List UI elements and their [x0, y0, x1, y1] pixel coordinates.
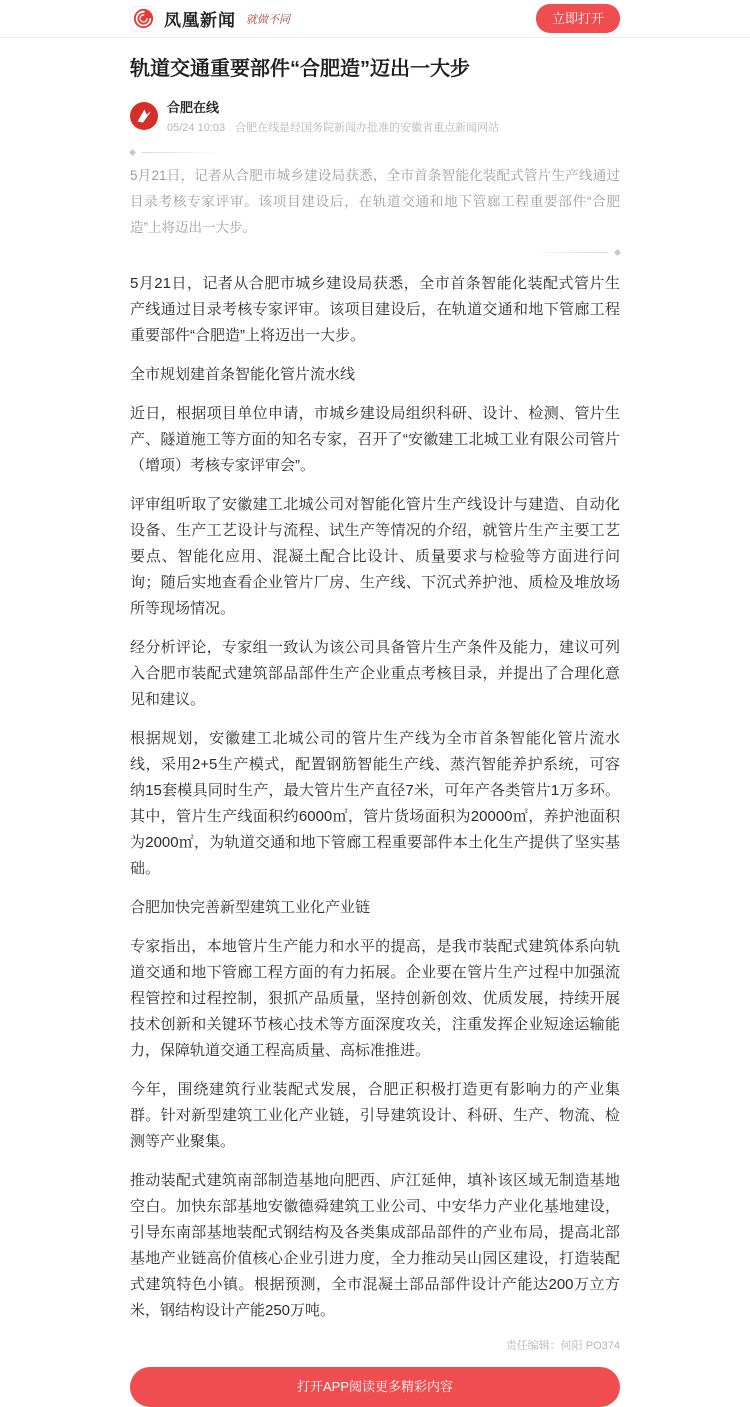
publish-time: 05/24 10:03 — [167, 122, 226, 134]
author-subline — [167, 119, 499, 135]
open-app-button[interactable]: 立即打开 — [536, 4, 620, 33]
section-subheading: 合肥加快完善新型建筑工业化产业链 — [130, 899, 371, 916]
article-title: 轨道交通重要部件“合肥造”迈出一大步 — [130, 58, 470, 80]
body-paragraph: 专家指出，本地管片生产能力和水平的提高，是我市装配式建筑体系向轨道交通和地下管廊工程方面的有力拓展。企业要在管片生产过程中加强流程管控和过程控制，狠抓产品质量，坚持创新创效、优质发展，持续开展技术创新和关键环节核心技术等方面深度攻关，注重发挥企业短途运输能力，保障轨道交通工程高质量、高标准推进。 — [130, 938, 620, 1059]
open-app-bottom-button[interactable]: 打开APP阅读更多精彩内容 — [130, 1367, 620, 1407]
editor-note: 责任编辑：何阳 PO374 — [505, 1340, 620, 1352]
body-paragraph: 根据规划，安徽建工北城公司的管片生产线为全市首条智能化管片流水线，采用2+5生产模式，配置钢筋智能生产线、蒸汽智能养护系统，可容纳15套模具同时生产，最大管片生产直径7米，可年产各类管片1万多环。其中，管片生产线面积约6000㎡，管片货场面积为20000㎡，养护池面积为2000㎡，为轨道交通和地下管廊工程重要部件本土化生产提供了坚实基础。 — [130, 730, 620, 877]
article-summary — [130, 147, 620, 257]
app-header — [0, 0, 750, 38]
brand — [130, 6, 290, 32]
quote-deco-start-icon — [130, 147, 620, 157]
summary-text: 5月21日，记者从合肥市城乡建设局获悉，全市首条智能化装配式管片生产线通过目录考核专家评审。该项目建设后，在轨道交通和地下管廊工程重要部件“合肥造”上将迈出一大步。 — [130, 168, 620, 235]
article-page — [130, 56, 620, 1407]
author-meta — [167, 97, 499, 135]
section-subheading: 全市规划建首条智能化管片流水线 — [130, 366, 356, 383]
author-name[interactable]: 合肥在线 — [167, 100, 220, 115]
body-paragraph: 5月21日，记者从合肥市城乡建设局获悉，全市首条智能化装配式管片生产线通过目录考核专家评审。该项目建设后，在轨道交通和地下管廊工程重要部件“合肥造”上将迈出一大步。 — [130, 275, 620, 344]
body-paragraph: 经分析评论，专家组一致认为该公司具备管片生产条件及能力，建议可列入合肥市装配式建筑部品部件生产企业重点考核目录，并提出了合理化意见和建议。 — [130, 639, 620, 708]
author-row — [130, 97, 620, 135]
brand-slogan: 就做不同 — [246, 12, 290, 26]
body-paragraph: 评审组听取了安徽建工北城公司对智能化管片生产线设计与建造、自动化设备、生产工艺设计与流程、试生产等情况的介绍，就管片生产主要工艺要点、智能化应用、混凝土配合比设计、质量要求与检验等方面进行问询；随后实地查看企业管片厂房、生产线、下沉式养护池、质检及堆放场所等现场情况。 — [130, 496, 620, 617]
brand-name: 凤凰新闻 — [164, 11, 236, 31]
body-paragraph: 近日，根据项目单位申请，市城乡建设局组织科研、设计、检测、管片生产、隧道施工等方面的知名专家，召开了“安徽建工北城工业有限公司管片（增项）考核专家评审会”。 — [130, 405, 620, 474]
body-paragraph: 推动装配式建筑南部制造基地向肥西、庐江延伸，填补该区域无制造基地空白。加快东部基地安徽德舜建筑工业公司、中安华力产业化基地建设，引导东南部基地装配式钢结构及各类集成部品部件的产业布局，提高北部基地产业链高价值核心企业引进力度，全力推动吴山园区建设，打造装配式建筑特色小镇。根据预测，全市混凝土部品部件设计产能达200万立方米，钢结构设计产能250万吨。 — [130, 1172, 620, 1319]
article-body — [130, 271, 620, 1324]
author-description: 合肥在线是经国务院新闻办批准的安徽省重点新闻网站 — [235, 122, 500, 134]
body-paragraph: 今年，围绕建筑行业装配式发展，合肥正积极打造更有影响力的产业集群。针对新型建筑工业化产业链，引导建筑设计、科研、生产、物流、检测等产业聚集。 — [130, 1081, 620, 1150]
author-avatar-icon[interactable] — [130, 102, 158, 130]
quote-deco-end-icon — [130, 247, 620, 257]
phoenix-logo-icon[interactable] — [130, 6, 156, 32]
